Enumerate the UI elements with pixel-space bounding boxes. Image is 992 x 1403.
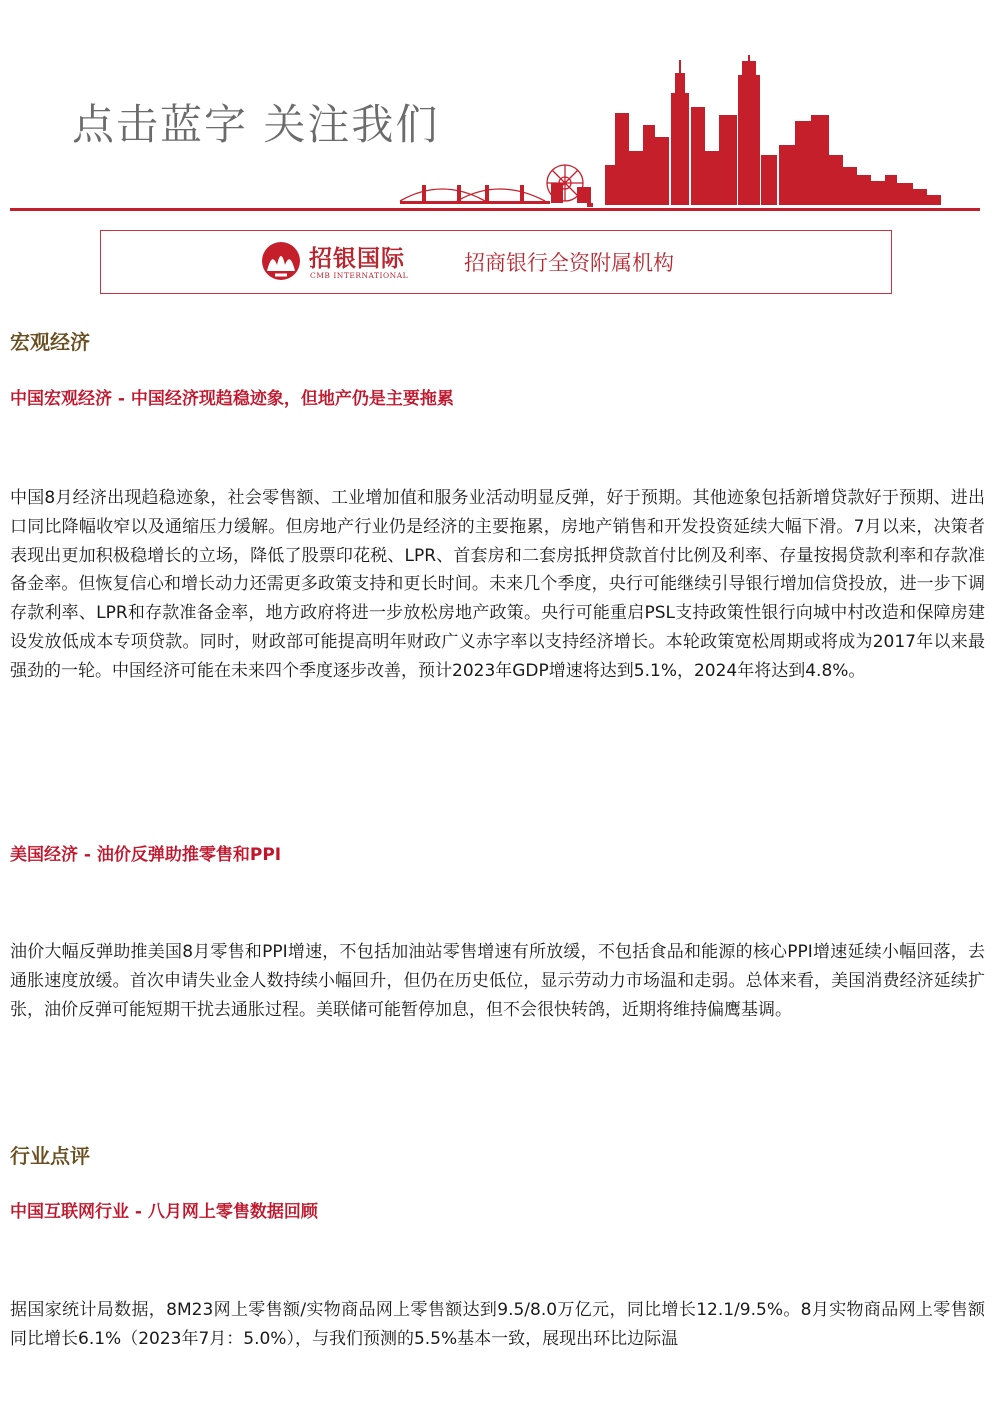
section-heading: 行业点评 xyxy=(10,1144,90,1168)
institution-logo-box xyxy=(100,230,892,294)
article-body: 中国8月经济出现趋稳迹象，社会零售额、工业增加值和服务业活动明显反弹，好于预期。其他迹象包括新增贷款好于预期、进出口同比降幅收窄以及通缩压力缓解。但房地产行业仍是经济的主要拖累，房地产销售和开发投资延续大幅下滑。7月以来，决策者表现出更加积极稳增长的立场，降低了股票印花税、LPR、首套房和二套房抵押贷款首付比例及利率、存量按揭贷款利率和存款准备金率。但恢复信心和增长动力还需更多政策支持和更长时间。未来几个季度，央行可能继续引导银行增加信贷投放，进一步下调存款利率、LPR和存款准备金率，地方政府将进一步放松房地产政策。央行可能重启PSL支持政策性银行向城中村改造和保障房建设发放低成本专项贷款。同时，财政部可能提高明年财政广义赤字率以支持经济增长。本轮政策宽松周期或将成为2017年以来最强劲的一轮。中国经济可能在未来四个季度逐步改善，预计2023年GDP增速将达到5.1%，2024年将达到4.8%。 xyxy=(10,488,985,681)
article-title[interactable]: 中国宏观经济 - 中国经济现趋稳迹象，但地产仍是主要拖累 xyxy=(10,389,454,409)
article-body: 据国家统计局数据，8M23网上零售额/实物商品网上零售额达到9.5/8.0万亿元，同比增长12.1/9.5%。8月实物商品网上零售额同比增长6.1%（2023年7月：5.0%），与我们预测的5.5%基本一致，展现出环比边际温 xyxy=(10,1300,985,1349)
article-title[interactable]: 美国经济 - 油价反弹助推零售和PPI xyxy=(10,845,282,865)
logo-chinese-name: 招银国际 xyxy=(309,245,405,272)
article-body: 油价大幅反弹助推美国8月零售和PPI增速，不包括加油站零售增速有所放缓，不包括食品和能源的核心PPI增速延续小幅回落，去通胀速度放缓。首次申请失业金人数持续小幅回升，但仍在历史低位，显示劳动力市场温和走弱。总体来看，美国消费经济延续扩张，油价反弹可能短期干扰去通胀过程。美联储可能暂停加息，但不会很快转鸽，近期将维持偏鹰基调。 xyxy=(10,942,985,1020)
article-title[interactable]: 中国互联网行业 - 八月网上零售数据回顾 xyxy=(10,1202,318,1222)
logo-tagline: 招商银行全资附属机构 xyxy=(464,251,674,275)
section-heading: 宏观经济 xyxy=(10,330,90,354)
banner-divider xyxy=(10,208,980,211)
follow-us-title[interactable]: 点击蓝字 关注我们 xyxy=(72,100,440,149)
logo-english-name: CMB INTERNATIONAL xyxy=(310,271,409,280)
header-banner xyxy=(0,0,992,215)
city-skyline-illustration xyxy=(395,55,980,210)
cmbi-logo-icon xyxy=(261,241,301,281)
